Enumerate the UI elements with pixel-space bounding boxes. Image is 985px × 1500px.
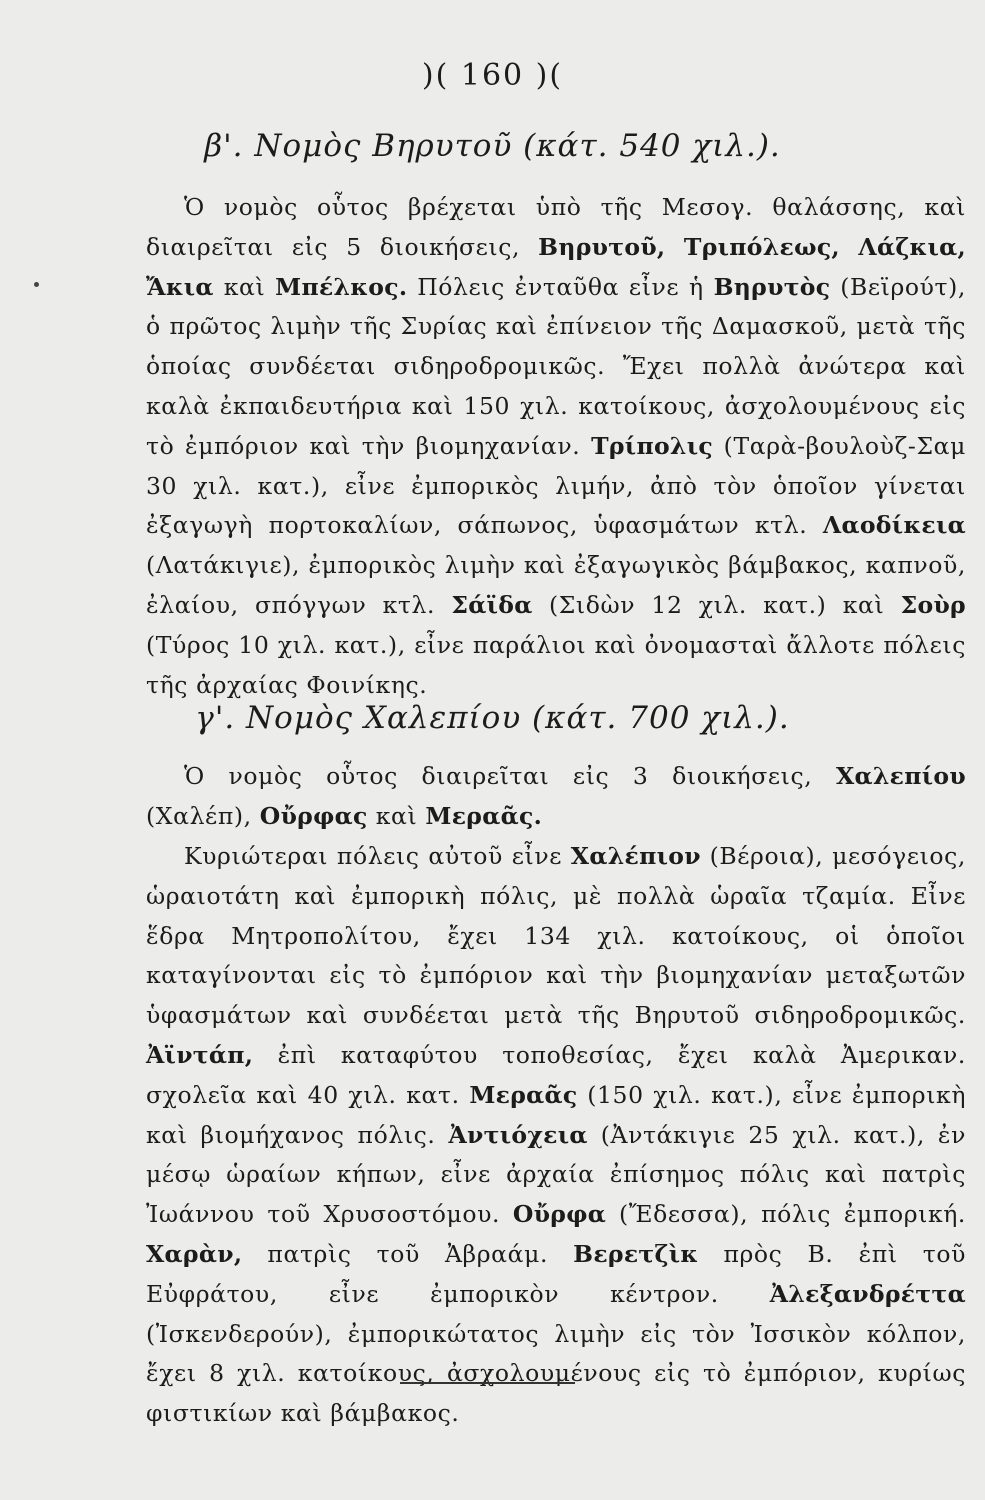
bold-place-name: Οὔρφας xyxy=(259,801,368,830)
text-run: (Ἰσκενδερούν), ἐμπορικώτατος λιμὴν εἰς τὸν Ἰσσικὸν κόλπον, ἔχει 8 χιλ. κατοίκους, ἀσχολουμένους εἰς τὸ ἐμπόριον, κυρίως φιστικίων καὶ βάμβακος. xyxy=(146,1319,966,1428)
text-run: (Βεϊρούτ), ὁ πρῶτος λιμὴν τῆς Συρίας καὶ ἐπίνειον τῆς Δαμασκοῦ, μετὰ τῆς ὁποίας συνδέεται σιδηροδρομικῶς. Ἔχει πολλὰ ἀνώτερα καὶ καλὰ ἐκπαιδευτήρια καὶ 150 χιλ. κατοίκους, ἀσχολουμένους εἰς τὸ ἐμπόριον καὶ τὴν βιομηχανίαν. xyxy=(146,272,966,460)
text-run: (Τύρος 10 χιλ. κατ.), εἶνε παράλιοι καὶ ὀνομασταὶ ἄλλοτε πόλεις τῆς ἀρχαίας Φοινίκης. xyxy=(146,630,966,699)
text-run: Ὁ νομὸς οὗτος διαιρεῖται εἰς 3 διοικήσεις, xyxy=(184,762,836,790)
text-run: (150 χιλ. κατ.), εἶνε ἐμπορικὴ καὶ βιομήχανος πόλις. xyxy=(146,1080,966,1149)
paragraph-aleppo-intro xyxy=(146,757,966,837)
text-run: (Ἔδεσσα), πόλις ἐμπορική. xyxy=(606,1200,966,1229)
section-heading-beirut: β'. Νομὸς Βηρυτοῦ (κάτ. 540 χιλ.). xyxy=(204,128,781,164)
text-run: Κυριώτεραι πόλεις αὐτοῦ εἶνε xyxy=(184,842,571,870)
text-run: πρὸς Β. ἐπὶ τοῦ Εὐφράτου, εἶνε ἐμπορικὸν κέντρον. xyxy=(146,1239,966,1308)
bold-place-name: Τρίπολις xyxy=(591,431,713,460)
text-run: καὶ xyxy=(213,272,276,301)
text-run: (Χαλέπ), xyxy=(146,801,260,830)
bold-place-name: Ἀλεξανδρέττα xyxy=(769,1279,966,1308)
bold-place-name: Οὔρφα xyxy=(512,1200,607,1229)
text-run: ἐπὶ καταφύτου τοποθεσίας, ἔχει καλὰ Ἀμερικαν. σχολεῖα καὶ 40 χιλ. κατ. xyxy=(146,1040,966,1109)
bold-place-name: Λαοδίκεια xyxy=(822,511,966,540)
text-run: (Σιδὼν 12 χιλ. κατ.) καὶ xyxy=(532,590,901,619)
bold-place-name: Χαλέπιον xyxy=(570,842,701,870)
paragraph-beirut xyxy=(146,188,966,705)
bold-place-name: Ἀϊντάπ, xyxy=(146,1040,254,1069)
bold-place-name: Χαλεπίου xyxy=(835,762,966,790)
text-run: καὶ xyxy=(367,801,426,830)
text-run: Πόλεις ἐνταῦθα εἶνε ἡ xyxy=(407,272,714,301)
bold-place-name: Βηρυτὸς xyxy=(713,272,831,301)
text-run: (Ἀντάκιγιε 25 χιλ. κατ.), ἐν μέσῳ ὡραίων κήπων, εἶνε ἀρχαία ἐπίσημος πόλις καὶ πατρὶς Ἰωάννου τοῦ Χρυσοστόμου. xyxy=(146,1120,966,1229)
paragraph-aleppo-cities xyxy=(146,837,966,1434)
text-run: (Βέροια), μεσόγειος, ὡραιοτάτη καὶ ἐμπορικὴ πόλις, μὲ πολλὰ ὡραῖα τζαμία. Εἶνε ἕδρα Μητροπολίτου, ἔχει 134 χιλ. κατοίκους, οἱ ὁποῖοι καταγίνονται εἰς τὸ ἐμπόριον καὶ τὴν βιομηχανίαν μεταξωτῶν ὑφασμάτων καὶ συνδέεται μετὰ τῆς Βηρυτοῦ σιδηροδρομικῶς. xyxy=(146,842,966,1030)
bold-place-name: Μεραᾶς. xyxy=(425,801,543,830)
bold-place-name: Βηρυτοῦ, Τριπόλεως, Λάζκια, Ἄκια xyxy=(146,232,966,301)
text-run: πατρὶς τοῦ Ἀβραάμ. xyxy=(242,1239,574,1268)
text-run: (Λατάκιγιε), ἐμπορικὸς λιμὴν καὶ ἐξαγωγικὸς βάμβακος, καπνοῦ, ἐλαίου, σπόγγων κτλ. xyxy=(146,551,966,619)
section-heading-aleppo: γ'. Νομὸς Χαλεπίου (κάτ. 700 χιλ.). xyxy=(195,700,790,736)
margin-dot xyxy=(34,282,39,287)
bold-place-name: Σάϊδα xyxy=(451,590,533,619)
bold-place-name: Ἀντιόχεια xyxy=(448,1120,588,1149)
bold-place-name: Χαρὰν, xyxy=(146,1239,243,1268)
text-run: (Ταρὰ-βουλοὺζ-Σαμ 30 χιλ. κατ.), εἶνε ἐμπορικὸς λιμήν, ἀπὸ τὸν ὁποῖον γίνεται ἐξαγωγὴ πορτοκαλίων, σάπωνος, ὑφασμάτων κτλ. xyxy=(146,431,967,540)
end-rule xyxy=(400,1382,575,1384)
bold-place-name: Βερετζὶκ xyxy=(573,1239,699,1268)
text-run: Ὁ νομὸς οὗτος βρέχεται ὑπὸ τῆς Μεσογ. θαλάσσης, καὶ διαιρεῖται εἰς 5 διοικήσεις, xyxy=(146,193,966,261)
bold-place-name: Μπέλκος. xyxy=(275,272,408,301)
page-number: )( 160 )( xyxy=(421,58,564,93)
bold-place-name: Σοὺρ xyxy=(900,590,966,619)
bold-place-name: Μεραᾶς xyxy=(469,1080,578,1109)
